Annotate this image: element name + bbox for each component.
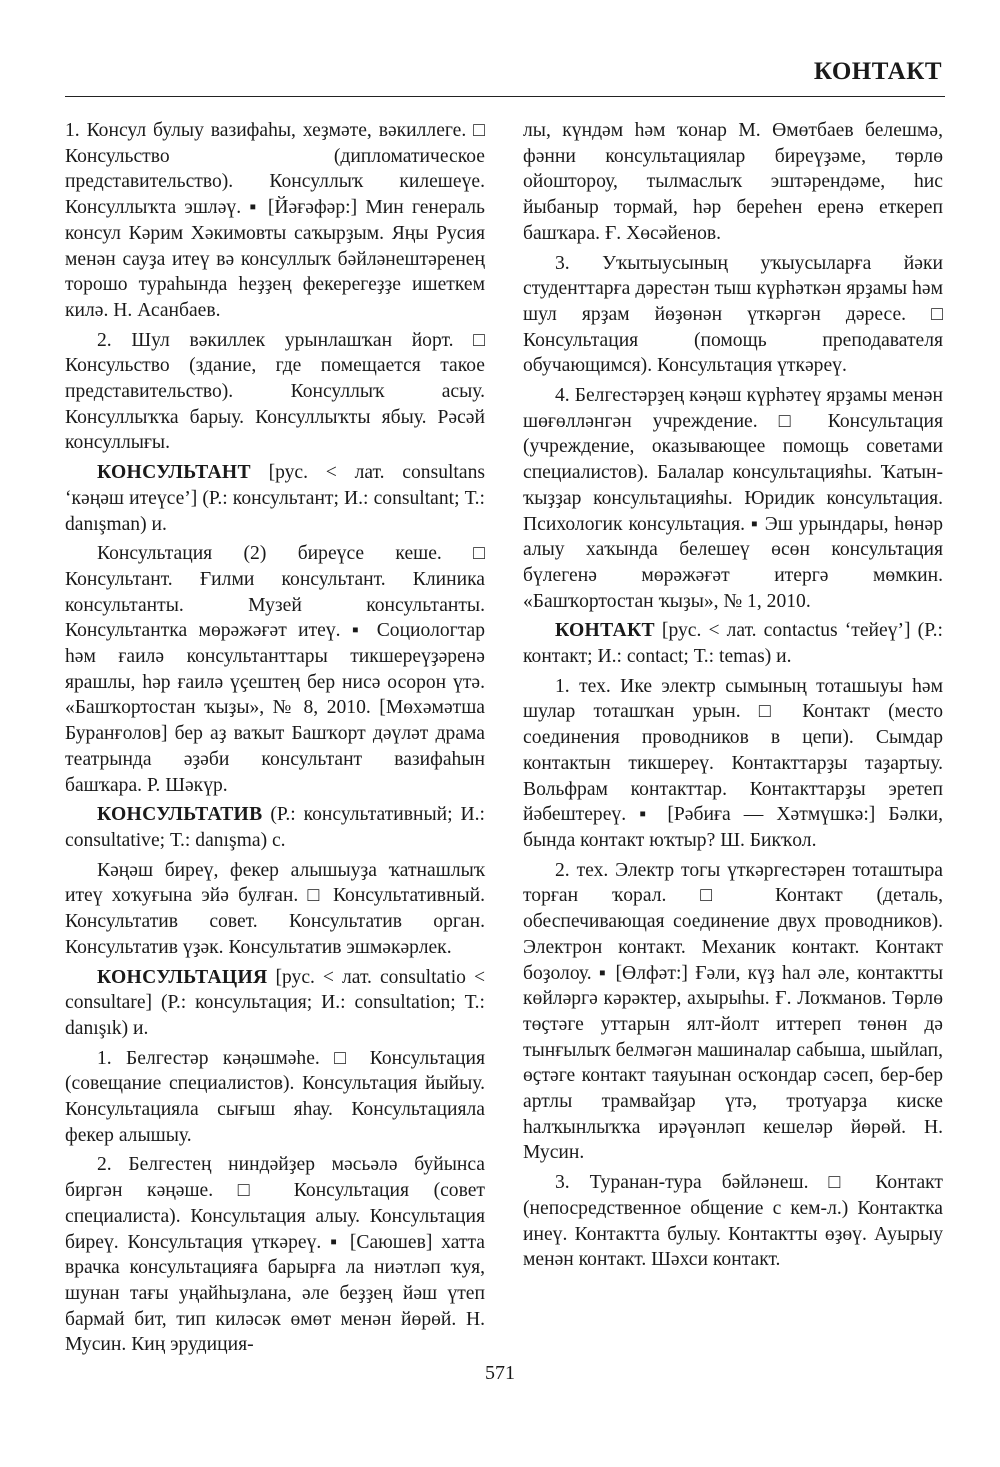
headword: КОНСУЛЬТАНТ: [97, 462, 251, 484]
guide-word: КОНТАКТ: [813, 58, 942, 85]
sense-paragraph: 1. тех. Ике электр сымының тоташыуы һәм шулар тоташҡан урын. □ Контакт (место соединения проводников в цепи). Сымдар контактын тикшереү. Контакттарҙы таҙартыу. Вольфрам контакттар. Контакттарҙы эретеп йәбештереү. ▪ [Рәбиға — Хәтмүшкә:] Бәлки, бында контакт юҡтыр? Ш. Бикҡол.: [523, 675, 943, 851]
sense-paragraph: 3. Туранан-тура бәйләнеш. □ Контакт (непосредственное общение с кем-л.) Контактка инеү. Контактта булыу. Контактты өҙөү. Ауырыу менән контакт. Шәхси контакт.: [523, 1172, 943, 1271]
entry-headword: КОНСУЛЬТАТИВ (Р.: консультативный; И.: consultative; Т.: danışma) с.: [65, 804, 485, 851]
sense-paragraph: Кәңәш биреү, фекер алышыуҙа ҡатнашлыҡ итеү хоҡуғына эйә булған. □ Консультативный. Консультатив совет. Консультатив орган. Консультатив үҙәк. Консультатив эшмәкәрлек.: [65, 859, 485, 958]
sense-paragraph: 1. Белгестәр кәңәшмәһе. □ Консультация (совещание специалистов). Консультация йыйыу. Консультацияла сығыш яһау. Консультацияла фекер алышыу.: [65, 1047, 485, 1146]
page-number: 571: [485, 1362, 515, 1384]
sense-paragraph: 3. Уҡытыусының уҡыусыларға йәки студенттарға дәрестән тыш күрһәткән ярҙамы һәм шул ярҙам йөҙөнән үткәргән дәресе. □ Консультация (помощь преподавателя обучающимся). Консультация үткәреү.: [523, 252, 943, 377]
header-rule: [65, 96, 945, 97]
sense-paragraph: 2. Белгестең ниндәйҙер мәсьәлә буйынса биргән кәңәше. □ Консультация (совет специалиста). Консультация алыу. Консультация биреү. Консультация үткәреү. ▪ [Саюшев] хатта врачка консультацияға барырға ла ниәтләп ҡуя, шунан тағы уңайһыҙлана, әле беҙҙең йәш үтеп бармай бит, тип киләсәк өмөт менән йөрөй. Н. Мусин. Киң эрудиция-: [65, 1154, 485, 1356]
entry-headword: КОНСУЛЬТАНТ [рус. < лат. consultans ‘кәңәш итеүсе’] (Р.: консультант; И.: consultant; Т.: danışman) и.: [65, 462, 485, 535]
headword: КОНТАКТ: [555, 620, 655, 642]
sense-paragraph: 4. Белгестәрҙең кәңәш күрһәтеү ярҙамы менән шөғөлләнгән учреждение. □ Консультация (учреждение, оказывающее помощь советами специалистов). Балалар консультацияһы. Ҡатын-ҡыҙҙар консультацияһы. Юридик консультация. Психологик консультация. ▪ Эш урындары, һөнәр алыу хаҡында белешеү өсөн консультация бүлегенә мөрәжәғәт итергә мөмкин. «Башҡортостан ҡыҙы», № 1, 2010.: [523, 385, 943, 612]
left-column: [65, 118, 485, 1362]
entry-headword: КОНСУЛЬТАЦИЯ [рус. < лат. consultatio < consultare] (Р.: консультация; И.: consultation; Т.: danışık) и.: [65, 966, 485, 1039]
headword: КОНСУЛЬТАТИВ: [97, 804, 263, 826]
sense-paragraph: 1. Консул булыу вазифаһы, хеҙмәте, вәкиллеге. □ Консульство (дипломатическое представительство). Консуллыҡ килешеүе. Консуллыҡта эшләү. ▪ [Йәғәфәр:] Мин генераль консул Кәрим Хәкимовты саҡырҙым. Яңы Русия менән сауҙа итеү вә консуллыҡ бәйләнештәренең торошо тураһында һеҙҙең фекерегеҙҙе ишеткем килә. Н. Асанбаев.: [65, 120, 485, 321]
sense-paragraph: 2. тех. Электр тогы үткәргестәрен тоташтыра торған ҡорал. □ Контакт (деталь, обеспечивающая соединение двух проводников). Электрон контакт. Механик контакт. Контакт боҙолоу. ▪ [Өлфәт:] Ғәли, күҙ һал әле, контактты көйләргә кәрәктер, ахырыһы. Ғ. Лоҡманов. Төрлө төҫтәге уттарын ялт-йолт иттереп төнөн дә тынғылыҡ белмәгән машиналар сабыша, шыйлап, өҫтәге контакт таяуынан осҡондар сәсеп, бер-бер артлы трамвайҙар үтә, тротуарҙа киске һалҡынлыҡҡа ирәүәнләп кешеләр йөрөй. Н. Мусин.: [523, 859, 943, 1164]
sense-paragraph: Консультация (2) биреүсе кеше. □ Консультант. Ғилми консультант. Клиника консультанты. Музей консультанты. Консультантка мөрәжәғәт итеү. ▪ Социологтар һәм ғаилә консультанттары тикшереүҙәренә ярашлы, һәр ғаилә үҫештең бер нисә осорон үтә. «Башҡортостан ҡыҙы», № 8, 2010. [Мөхәмәтша Буранғолов] бер аҙ ваҡыт Башҡорт дәүләт драма театрында әҙәби консультант вазифаһын башҡара. Р. Шәкүр.: [65, 543, 485, 796]
right-column: [523, 118, 943, 1277]
sense-paragraph: лы, күндәм һәм ҡонар М. Өмөтбаев белешмә, фәнни консультациялар биреүҙәме, төрлө ойоштороу, тылмаслыҡ эштәрендәме, һис йыбаныр тормай, һәр береһен еренә еткереп башҡара. Ғ. Хөсәйенов.: [523, 120, 943, 244]
headword: КОНСУЛЬТАЦИЯ: [97, 966, 268, 988]
entry-headword: КОНТАКТ [рус. < лат. contactus ‘тейеү’] (Р.: контакт; И.: contact; Т.: temas) и.: [523, 620, 943, 668]
sense-paragraph: 2. Шул вәкиллек урынлашҡан йорт. □ Консульство (здание, где помещается такое представительство). Консуллыҡ асыу. Консуллыҡҡа барыу. Консуллыҡты ябыу. Рәсәй консуллығы.: [65, 329, 485, 454]
